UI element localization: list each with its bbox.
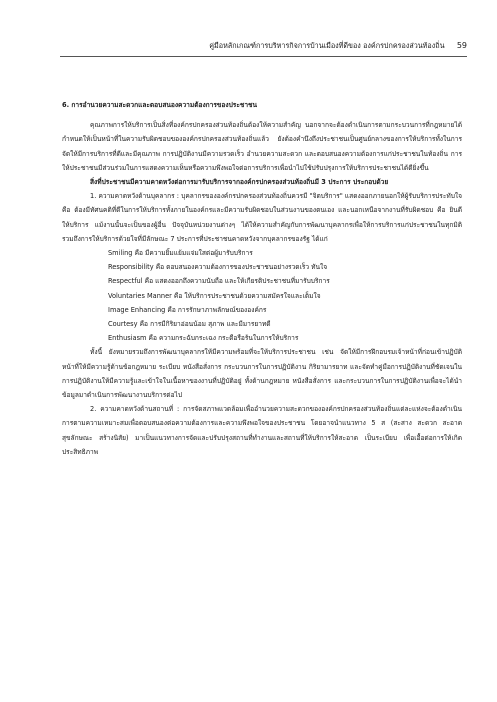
page-number: 59 [456,41,467,50]
list-item: Responsibility คือ ตอบสนองความต้องการของประชาชนอย่างรวดเร็ว ทันใจ [108,263,328,272]
service-traits-list [62,246,462,345]
document-body [62,98,462,459]
header-title: คู่มือหลักเกณฑ์การบริหารกิจการบ้านเมืองที่ดีของ องค์กรปกครองส่วนท้องถิ่น [209,41,445,50]
training-paragraph: ทั้งนี้ ยังหมายรวมถึงการพัฒนาบุคลากรให้มีความพร้อมที่จะให้บริการประชาชน เช่น จัดให้มีการฝึกอบรมเจ้าหน้าที่ก่อนเข้าปฏิบัติหน้าที่ให้มีความรู้ด้านข้อกฎหมาย ระเบียบ หนังสือสั่งการ กระบวนการในการปฏิบัติงาน กิริยามารยาท และจัดทำคู่มือการปฏิบัติงานที่ชัดเจนในการปฏิบัติงานให้มีความรู้และเข้าใจในเนื้อหาของงานที่ปฏิบัติอยู่ ทั้งด้านกฎหมาย หนังสือสั่งการ และกระบวนการในการปฏิบัติงานเพื่อจะได้นำข้อมูลมาดำเนินการพัฒนางานบริการต่อไป [62,348,462,400]
subsection-heading: สิ่งที่ประชาชนมีความคาดหวังต่อการมารับบริการจากองค์กรปกครองส่วนท้องถิ่นมี 3 ประการ ประกอบด้วย [90,178,389,187]
intro-paragraph: คุณภาพการให้บริการเป็นสิ่งที่องค์กรปกครองส่วนท้องถิ่นต้องให้ความสำคัญ นอกจากจะต้องดำเนินการตามกระบวนการที่กฎหมายได้กำหนดให้เป็นหน้าที่ในความรับผิดชอบขององค์กรปกครองส่วนท้องถิ่นแล้ว ยังต้องคำนึงถึงประชาชนเป็นศูนย์กลางของการให้บริการทั้งในการจัดให้มีการบริการที่ดีและมีคุณภาพ การปฏิบัติงานมีความรวดเร็ว อำนวยความสะดวก และตอบสนองความต้องการแก่ประชาชนในท้องถิ่น การให้ประชาชนมีส่วนร่วมในการแสดงความเห็นหรือความพึงพอใจต่อการบริการเพื่อนำไปใช้ปรับปรุงการให้บริการประชาชนได้ดียิ่งขึ้น [62,121,462,172]
list-item: Image Enhancing คือ การรักษาภาพลักษณ์ขององค์กร [108,305,267,314]
list-item: Courtesy คือ การมีกิริยาอ่อนน้อม สุภาพ และมีมารยาทดี [108,320,271,329]
personnel-expectation-paragraph: 1. ความคาดหวังด้านบุคลากร : บุคลากรขององค์กรปกครองส่วนท้องถิ่นควรมี "จิตบริการ" แสดงออกภายนอกให้ผู้รับบริการประทับใจ คือ ต้องมีทัศนคติที่ดีในการให้บริการทั้งภายในองค์กรและมีความรับผิดชอบในส่วนงานของตนเอง และนอกเหนือจากงานที่รับผิดชอบ คือ ยินดีให้บริการ แม้งานนั้นจะเป็นของผู้อื่น ปัจจุบันหน่วยงานต่างๆ ได้ให้ความสำคัญกับการพัฒนาบุคลากรเพื่อให้การบริการแก่ประชาชนในทุกมิติ รวมถึงการให้บริการด้วยใจที่มีลักษณะ 7 ประการที่ประชาชนคาดหวังจากบุคลากรของรัฐ ได้แก่ [62,192,462,243]
header-divider [60,56,467,57]
list-item: Respectful คือ แสดงออกถึงความนับถือ และให้เกียรติประชาชนที่มารับบริการ [108,277,330,286]
facility-expectation-paragraph: 2. ความคาดหวังด้านสถานที่ : การจัดสภาพแวดล้อมเพื่ออำนวยความสะดวกขององค์กรปกครองส่วนท้องถิ่นแต่ละแห่งจะต้องดำเนินการตามความเหมาะสมเพื่อตอบสนองต่อความต้องการและความพึงพอใจของประชาชน โดยอาจนำแนวทาง 5 ส (สะสาง สะดวก สะอาด สุขลักษณะ สร้างนิสัย) มาเป็นแนวทางการจัดและปรับปรุงสถานที่ทำงานและสถานที่ให้บริการให้สะอาด เป็นระเบียบ เพื่อเอื้อต่อการให้เกิดประสิทธิภาพ [62,405,462,456]
list-item: Smiling คือ มีความยิ้มแย้มแจ่มใสต่อผู้มารับบริการ [108,249,253,258]
list-item: Enthusiasm คือ ความกระฉับกระเฉง กระตือรือร้นในการให้บริการ [108,334,299,343]
running-header [60,38,467,54]
list-item: Voluntaries Manner คือ ให้บริการประชาชนด้วยความสมัครใจและเต็มใจ [108,291,321,300]
section-heading: 6. การอำนวยความสะดวกและตอบสนองความต้องการของประชาชน [62,101,258,109]
